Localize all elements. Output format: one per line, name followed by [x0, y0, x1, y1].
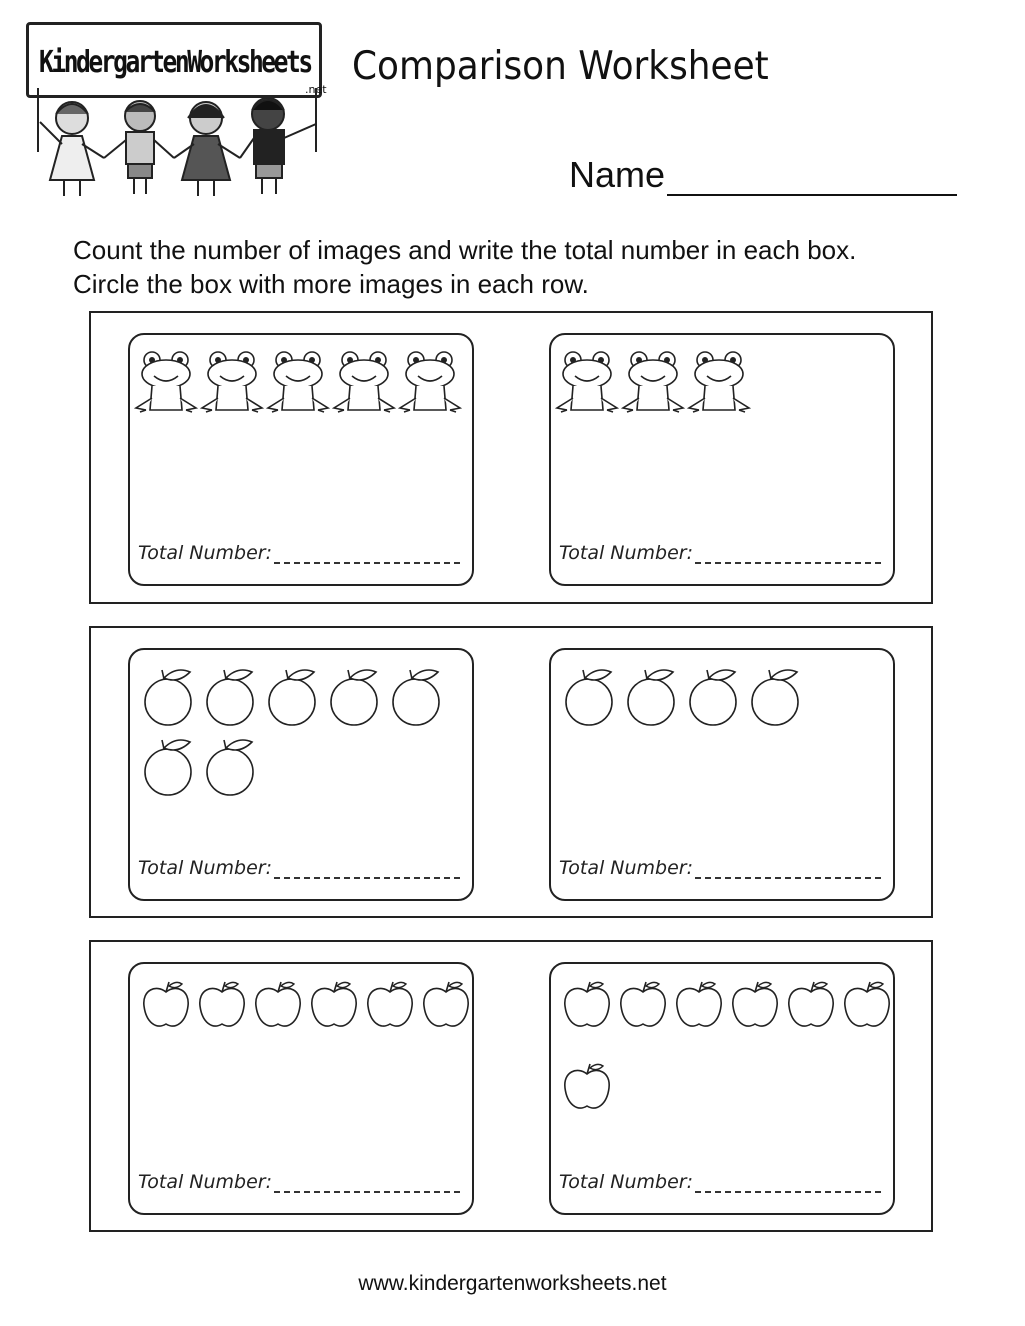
orange-icon: [269, 670, 315, 725]
apple-icon: [621, 982, 665, 1026]
frog-icon: [557, 352, 617, 412]
count-box-right[interactable]: [549, 648, 895, 901]
instructions: [73, 233, 856, 301]
comparison-row-1: [89, 311, 933, 604]
frog-icon: [202, 352, 262, 412]
total-number-field[interactable]: [138, 857, 460, 879]
total-number-blank[interactable]: [274, 863, 460, 879]
total-number-label: Total Number:: [138, 542, 273, 564]
total-number-field[interactable]: [559, 857, 881, 879]
orange-icon: [331, 670, 377, 725]
orange-icon: [752, 670, 798, 725]
count-box-left[interactable]: [128, 962, 474, 1215]
apple-icon: [368, 982, 412, 1026]
orange-icon: [393, 670, 439, 725]
name-field[interactable]: [569, 154, 957, 196]
frog-icon: [136, 352, 196, 412]
apple-group: [551, 964, 897, 1144]
page-title: Comparison Worksheet: [352, 44, 769, 89]
site-logo: [22, 14, 327, 204]
footer-url[interactable]: www.kindergartenworksheets.net: [358, 1272, 667, 1295]
count-box-right[interactable]: [549, 962, 895, 1215]
total-number-blank[interactable]: [695, 863, 881, 879]
total-number-blank[interactable]: [274, 548, 460, 564]
logo-suffix: .net: [305, 83, 327, 96]
count-box-right[interactable]: [549, 333, 895, 586]
total-number-label: Total Number:: [138, 1171, 273, 1193]
comparison-row-3: [89, 940, 933, 1232]
name-line[interactable]: [667, 162, 957, 196]
orange-icon: [207, 740, 253, 795]
orange-icon: [566, 670, 612, 725]
orange-group: [551, 650, 897, 830]
frog-group: [130, 335, 476, 515]
total-number-label: Total Number:: [138, 857, 273, 879]
apple-icon: [424, 982, 468, 1026]
total-number-field[interactable]: [559, 1171, 881, 1193]
total-number-field[interactable]: [559, 542, 881, 564]
logo-sign: [26, 22, 327, 98]
apple-icon: [200, 982, 244, 1026]
frog-icon: [334, 352, 394, 412]
frog-icon: [623, 352, 683, 412]
apple-icon: [312, 982, 356, 1026]
instruction-line-1: Count the number of images and write the total number in each box.: [73, 235, 857, 265]
logo-text: KindergartenWorksheets: [39, 45, 311, 80]
total-number-field[interactable]: [138, 1171, 460, 1193]
count-box-left[interactable]: [128, 648, 474, 901]
kids-holding-hands-icon: [32, 88, 322, 204]
frog-group: [551, 335, 897, 515]
apple-icon: [845, 982, 889, 1026]
orange-icon: [145, 740, 191, 795]
total-number-label: Total Number:: [559, 857, 694, 879]
comparison-row-2: [89, 626, 933, 918]
instruction-line-2: Circle the box with more images in each row.: [73, 269, 589, 299]
apple-icon: [733, 982, 777, 1026]
total-number-blank[interactable]: [274, 1177, 460, 1193]
frog-icon: [400, 352, 460, 412]
apple-icon: [677, 982, 721, 1026]
total-number-label: Total Number:: [559, 542, 694, 564]
name-label: Name: [569, 154, 666, 195]
frog-icon: [268, 352, 328, 412]
orange-icon: [145, 670, 191, 725]
apple-icon: [789, 982, 833, 1026]
apple-group: [130, 964, 476, 1144]
count-box-left[interactable]: [128, 333, 474, 586]
apple-icon: [256, 982, 300, 1026]
orange-icon: [690, 670, 736, 725]
apple-icon: [565, 1064, 609, 1108]
total-number-label: Total Number:: [559, 1171, 694, 1193]
apple-icon: [144, 982, 188, 1026]
orange-group: [130, 650, 476, 830]
orange-icon: [207, 670, 253, 725]
frog-icon: [689, 352, 749, 412]
total-number-blank[interactable]: [695, 548, 881, 564]
total-number-blank[interactable]: [695, 1177, 881, 1193]
apple-icon: [565, 982, 609, 1026]
total-number-field[interactable]: [138, 542, 460, 564]
orange-icon: [628, 670, 674, 725]
